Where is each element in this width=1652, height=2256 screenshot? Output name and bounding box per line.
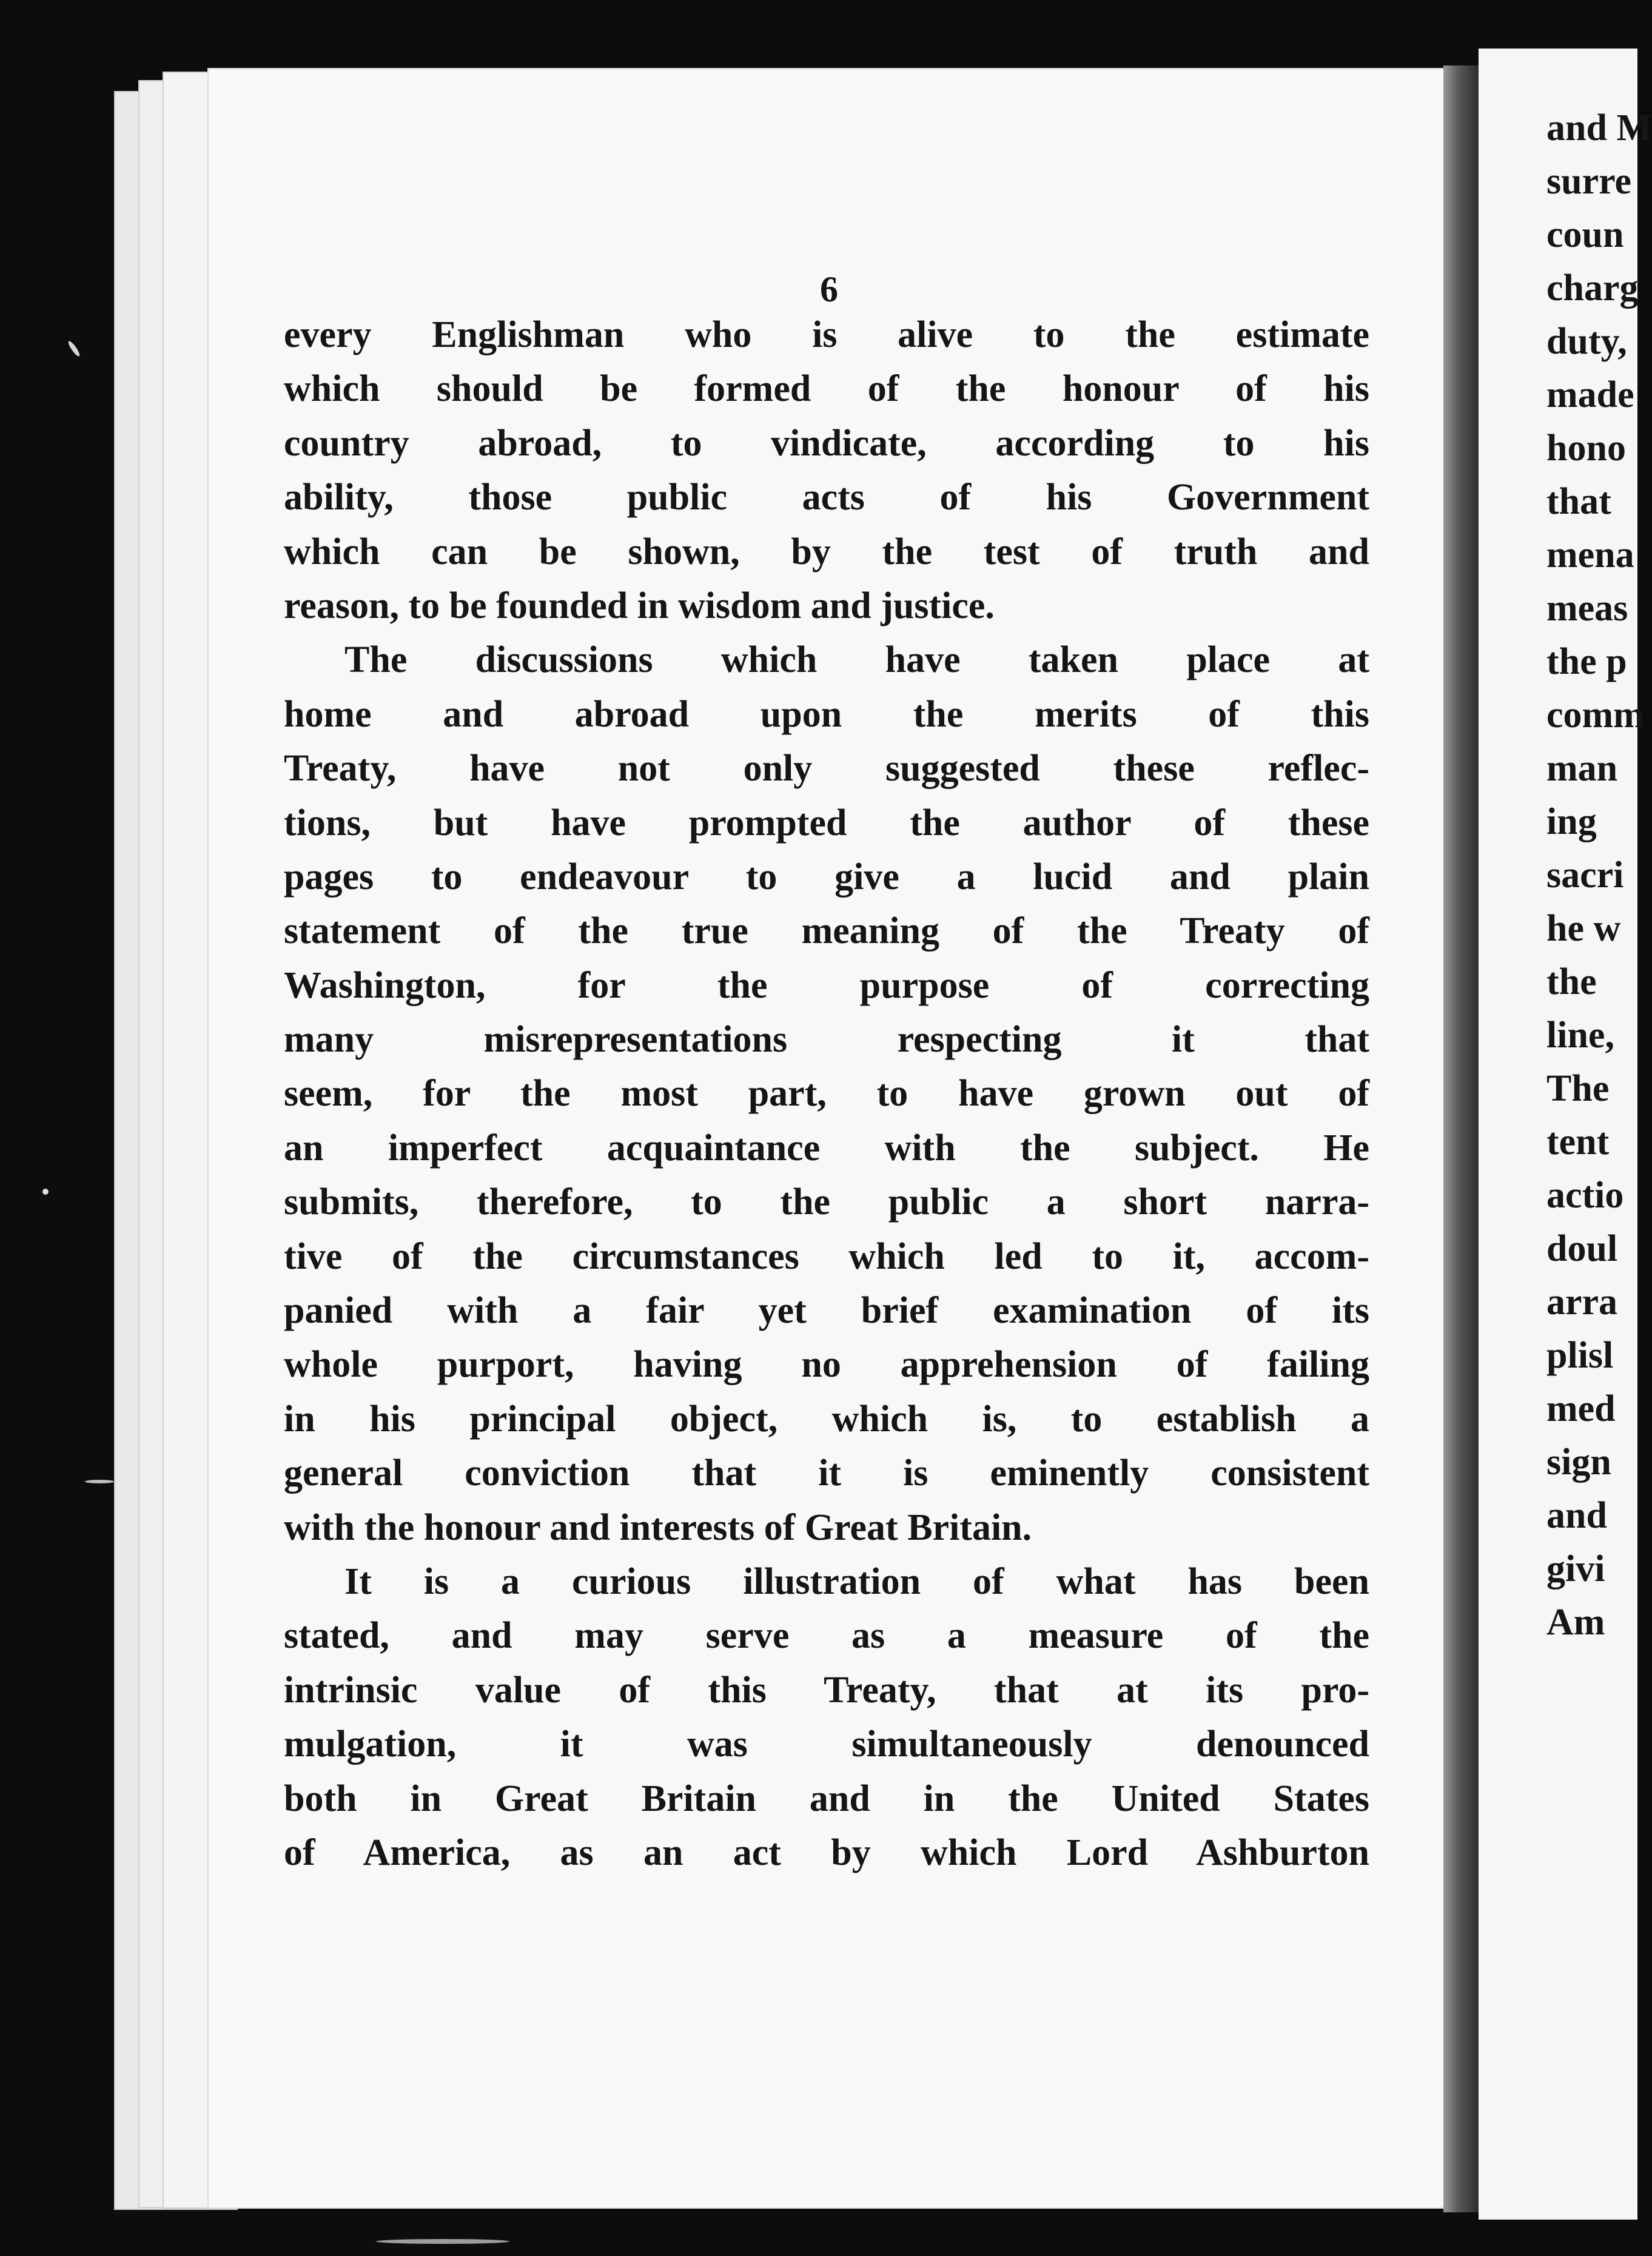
text-line: tive of the circumstances which led to it, accom- (284, 1235, 1369, 1277)
text-line: which can be shown, by the test of truth and (284, 531, 1369, 572)
text-line: statement of the true meaning of the Treaty of (284, 910, 1369, 952)
facing-page-line: doul (1546, 1228, 1618, 1269)
body-text (284, 308, 1369, 1880)
facing-page-line: surre (1546, 161, 1632, 202)
facing-page-line: ing (1546, 801, 1597, 842)
facing-page-line: comm (1546, 694, 1645, 736)
page-number: 6 (820, 269, 838, 309)
facing-page-line: meas (1546, 588, 1628, 629)
facing-page-line: med (1546, 1388, 1616, 1429)
scan-speck (376, 2239, 509, 2244)
facing-page-line: coun (1546, 214, 1624, 255)
text-line: tions, but have prompted the author of these (284, 802, 1369, 844)
text-line: stated, and may serve as a measure of the (284, 1615, 1369, 1657)
text-line: home and abroad upon the merits of this (284, 693, 1369, 735)
facing-page (1479, 49, 1652, 2220)
text-line: intrinsic value of this Treaty, that at its pro- (284, 1669, 1369, 1711)
facing-page-line: The (1546, 1068, 1610, 1109)
facing-page-line: man (1546, 748, 1618, 789)
text-line: which should be formed of the honour of his (284, 368, 1369, 410)
text-line: an imperfect acquaintance with the subject. He (284, 1127, 1369, 1169)
facing-page-line: mena (1546, 534, 1634, 576)
facing-page-line: and M (1546, 107, 1652, 149)
facing-page-line: charg (1546, 267, 1639, 309)
text-line: panied with a fair yet brief examination of its (284, 1290, 1369, 1332)
text-line: Washington, for the purpose of correcting (284, 964, 1369, 1006)
facing-page-line: and (1546, 1495, 1607, 1536)
facing-page-line: the (1546, 961, 1597, 1002)
text-line: country abroad, to vindicate, according to his (284, 422, 1369, 464)
text-line: Treaty, have not only suggested these reflec- (284, 748, 1369, 790)
facing-page-line: hono (1546, 428, 1626, 469)
scan-speck (67, 340, 81, 357)
facing-page-line: line, (1546, 1015, 1614, 1056)
facing-page-line: Am (1546, 1602, 1605, 1643)
text-line: pages to endeavour to give a lucid and plain (284, 856, 1369, 898)
scan-speck (42, 1189, 49, 1195)
facing-page-line: actio (1546, 1175, 1624, 1216)
text-line: reason, to be founded in wisdom and justice. (284, 585, 995, 626)
facing-page-line: givi (1546, 1548, 1605, 1590)
facing-page-line: tent (1546, 1121, 1610, 1163)
facing-page-line: the p (1546, 641, 1627, 682)
facing-page-line: that (1546, 481, 1611, 522)
facing-page-line: sacri (1546, 854, 1624, 896)
text-line: seem, for the most part, to have grown out of (284, 1073, 1369, 1115)
text-line: of America, as an act by which Lord Ashburton (284, 1831, 1369, 1873)
text-line: many misrepresentations respecting it that (284, 1019, 1369, 1061)
book-gutter (1443, 65, 1480, 2212)
text-line: every Englishman who is alive to the estimate (284, 314, 1369, 355)
facing-page-line: made (1546, 374, 1634, 415)
facing-page-line: duty, (1546, 321, 1627, 362)
facing-page-line: plisl (1546, 1335, 1614, 1376)
text-line: It is a curious illustration of what has been (344, 1560, 1369, 1602)
text-line: mulgation, it was simultaneously denounced (284, 1724, 1369, 1765)
text-line: whole purport, having no apprehension of failing (284, 1344, 1369, 1386)
text-line: with the honour and interests of Great Britain. (284, 1506, 1032, 1548)
text-line: The discussions which have taken place at (344, 639, 1369, 681)
text-line: in his principal object, which is, to establish a (284, 1398, 1369, 1440)
text-line: general conviction that it is eminently consistent (284, 1452, 1369, 1494)
text-line: submits, therefore, to the public a short narra- (284, 1181, 1369, 1223)
facing-page-line: sign (1546, 1442, 1611, 1483)
facing-page-line: he w (1546, 908, 1621, 949)
text-line: both in Great Britain and in the United States (284, 1778, 1369, 1819)
facing-page-line: arra (1546, 1281, 1618, 1323)
scan-speck (85, 1480, 114, 1483)
text-line: ability, those public acts of his Government (284, 477, 1369, 519)
